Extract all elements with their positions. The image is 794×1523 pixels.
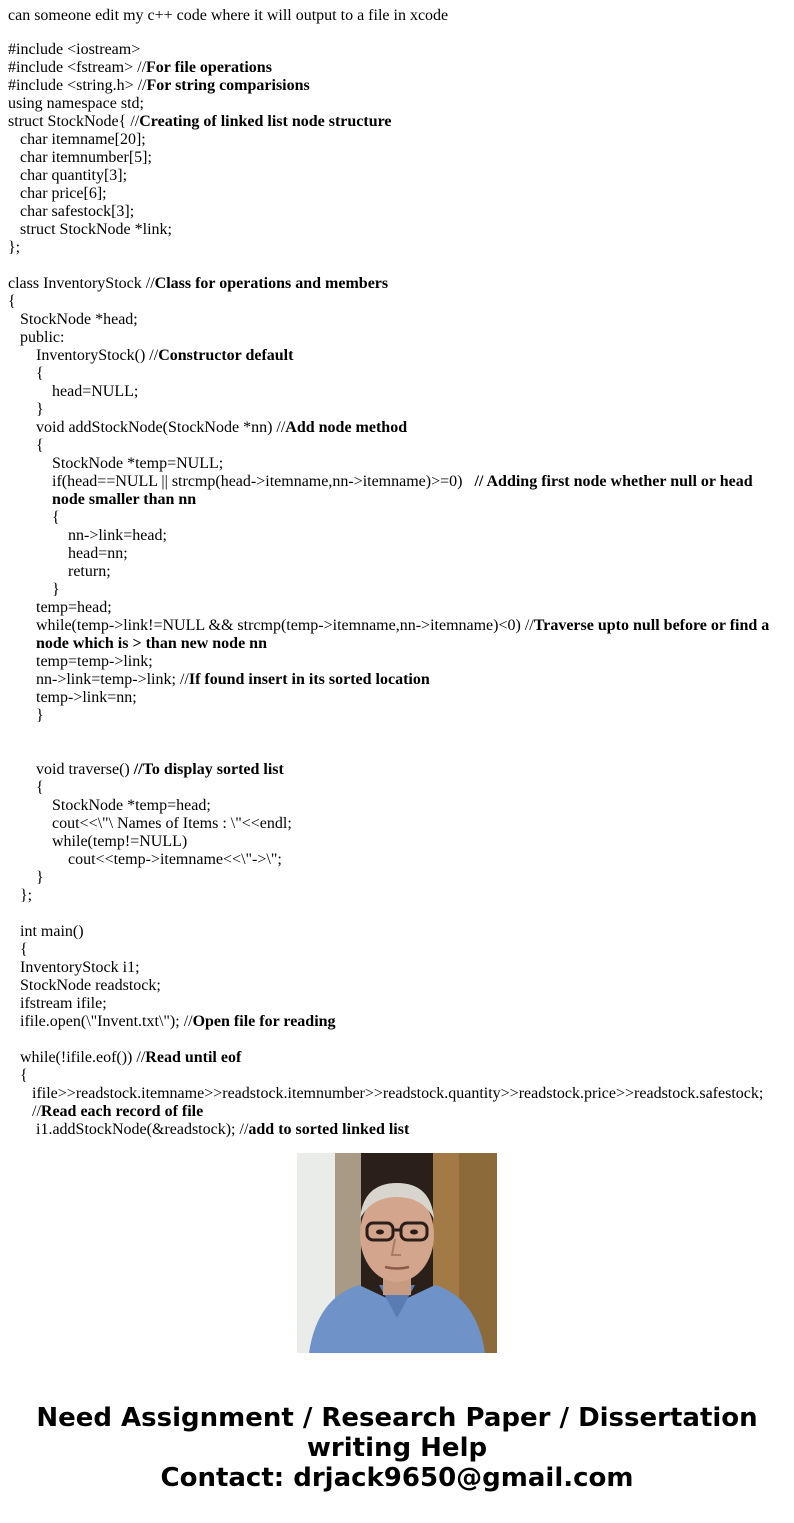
code-line (8, 365, 786, 383)
code-text: while(temp!=NULL) (52, 833, 188, 850)
code-line (8, 761, 786, 779)
code-line (8, 527, 786, 545)
code-line (8, 1121, 786, 1139)
code-line (8, 779, 786, 797)
code-line (8, 851, 786, 869)
code-text: { (20, 941, 28, 958)
blank-line (8, 743, 786, 761)
code-text: int main() (20, 923, 84, 940)
code-text: StockNode *temp=head; (52, 797, 211, 814)
code-line (8, 239, 786, 257)
code-text: if(head==NULL || strcmp(head->itemname,nn->itemname)>=0) (52, 473, 475, 490)
code-line (8, 941, 786, 959)
promo-contact-text: Contact: drjack9650@gmail.com (160, 1463, 634, 1493)
code-text: InventoryStock() // (36, 347, 159, 364)
code-comment: For file operations (146, 59, 272, 76)
code-comment: Add node method (285, 419, 408, 436)
code-line (8, 59, 786, 77)
code-text: while(temp->link!=NULL && strcmp(temp->itemname,nn->itemname)<0) // (36, 617, 534, 634)
code-line (8, 311, 786, 329)
code-text: } (36, 401, 44, 418)
code-line (8, 77, 786, 95)
code-text: { (8, 293, 16, 310)
code-line (8, 923, 786, 941)
avatar-portrait-icon (297, 1153, 497, 1353)
code-text: { (36, 779, 44, 796)
code-line (8, 833, 786, 851)
promo-help-text: Need Assignment / Research Paper / Dissertation writing Help (36, 1403, 758, 1463)
code-text: void traverse() (36, 761, 134, 778)
code-line (8, 275, 786, 293)
code-line (8, 671, 786, 689)
code-text: }; (8, 239, 21, 256)
code-line (8, 437, 786, 455)
blank-line (8, 725, 786, 743)
code-line (8, 869, 786, 887)
question-document (8, 7, 786, 1138)
code-text: temp=head; (36, 599, 112, 616)
code-text: temp->link=nn; (36, 689, 137, 706)
code-text: head=nn; (68, 545, 128, 562)
code-text: } (36, 869, 44, 886)
code-comment: Constructor default (158, 347, 294, 364)
code-line (8, 545, 786, 563)
code-line (8, 977, 786, 995)
code-line (8, 689, 786, 707)
code-line (8, 401, 786, 419)
code-text: #include <string.h> // (8, 77, 147, 94)
code-text: { (20, 1067, 28, 1084)
code-line (8, 1085, 786, 1121)
code-text: void addStockNode(StockNode *nn) // (36, 419, 286, 436)
code-line (8, 41, 786, 59)
code-line (8, 149, 786, 167)
code-line (8, 617, 786, 653)
code-text: nn->link=temp->link; // (36, 671, 189, 688)
code-text: char safestock[3]; (20, 203, 135, 220)
code-block (8, 41, 786, 1139)
code-line (8, 383, 786, 401)
code-text: #include <iostream> (8, 41, 141, 58)
code-line (8, 95, 786, 113)
code-line (8, 221, 786, 239)
code-comment: Class for operations and members (154, 275, 389, 292)
code-text: char quantity[3]; (20, 167, 128, 184)
code-comment: //To display sorted list (133, 761, 284, 778)
code-line (8, 509, 786, 527)
question-title: can someone edit my c++ code where it will output to a file in xcode (8, 7, 449, 24)
code-line (8, 1049, 786, 1067)
author-avatar (297, 1153, 497, 1353)
code-text: return; (68, 563, 111, 580)
code-line (8, 473, 786, 509)
code-line (8, 203, 786, 221)
code-text: struct StockNode{ // (8, 113, 140, 130)
code-line (8, 653, 786, 671)
code-text: cout<<temp->itemname<<\"->\"; (68, 851, 282, 868)
code-text: using namespace std; (8, 95, 144, 112)
code-line (8, 293, 786, 311)
code-text: head=NULL; (52, 383, 139, 400)
code-text: } (36, 707, 44, 724)
code-line (8, 347, 786, 365)
code-text: char price[6]; (20, 185, 107, 202)
code-text: cout<<\"\ Names of Items : \"<<endl; (52, 815, 292, 832)
code-text: }; (20, 887, 33, 904)
code-text: } (52, 581, 60, 598)
code-comment: Read until eof (145, 1049, 242, 1066)
code-line (8, 707, 786, 725)
code-text: while(!ifile.eof()) // (20, 1049, 146, 1066)
code-text: { (36, 365, 44, 382)
code-text: #include <fstream> // (8, 59, 147, 76)
code-line (8, 959, 786, 977)
code-line (8, 887, 786, 905)
code-text: ifstream ifile; (20, 995, 107, 1012)
code-line (8, 131, 786, 149)
code-text: StockNode readstock; (20, 977, 161, 994)
code-comment: Creating of linked list node structure (139, 113, 392, 130)
code-text: nn->link=head; (68, 527, 167, 544)
code-line (8, 113, 786, 131)
code-line (8, 1013, 786, 1031)
code-line (8, 455, 786, 473)
code-line (8, 167, 786, 185)
code-text: i1.addStockNode(&readstock); // (36, 1121, 249, 1138)
code-line (8, 563, 786, 581)
code-line (8, 797, 786, 815)
code-line (8, 185, 786, 203)
code-text: { (36, 437, 44, 454)
blank-line (8, 257, 786, 275)
code-text: ifile>>readstock.itemname>>readstock.itemnumber>>readstock.quantity>>readstock.price>>readstock.safestock; // (32, 1085, 768, 1120)
code-comment: Traverse upto null before or find a node which is > than new node nn (36, 617, 774, 652)
code-text: struct StockNode *link; (20, 221, 172, 238)
code-text: ifile.open(\"Invent.txt\"); // (20, 1013, 193, 1030)
code-text: { (52, 509, 60, 526)
code-text: StockNode *temp=NULL; (52, 455, 224, 472)
code-line (8, 815, 786, 833)
code-text: char itemname[20]; (20, 131, 146, 148)
code-comment: If found insert in its sorted location (188, 671, 430, 688)
blank-line (8, 1031, 786, 1049)
code-comment: add to sorted linked list (248, 1121, 410, 1138)
code-text: class InventoryStock // (8, 275, 155, 292)
code-line (8, 419, 786, 437)
code-line (8, 995, 786, 1013)
code-line (8, 581, 786, 599)
code-text: char itemnumber[5]; (20, 149, 152, 166)
code-text: InventoryStock i1; (20, 959, 140, 976)
code-text: public: (20, 329, 65, 346)
code-text: StockNode *head; (20, 311, 138, 328)
code-line (8, 329, 786, 347)
code-text: temp=temp->link; (36, 653, 153, 670)
code-line (8, 599, 786, 617)
promo-banner (0, 1403, 794, 1493)
code-comment: Read each record of file (40, 1103, 204, 1120)
code-comment: For string comparisions (146, 77, 310, 94)
code-comment: // Adding first node whether null or head node smaller than nn (52, 473, 757, 508)
blank-line (8, 905, 786, 923)
code-comment: Open file for reading (192, 1013, 336, 1030)
code-line (8, 1067, 786, 1085)
